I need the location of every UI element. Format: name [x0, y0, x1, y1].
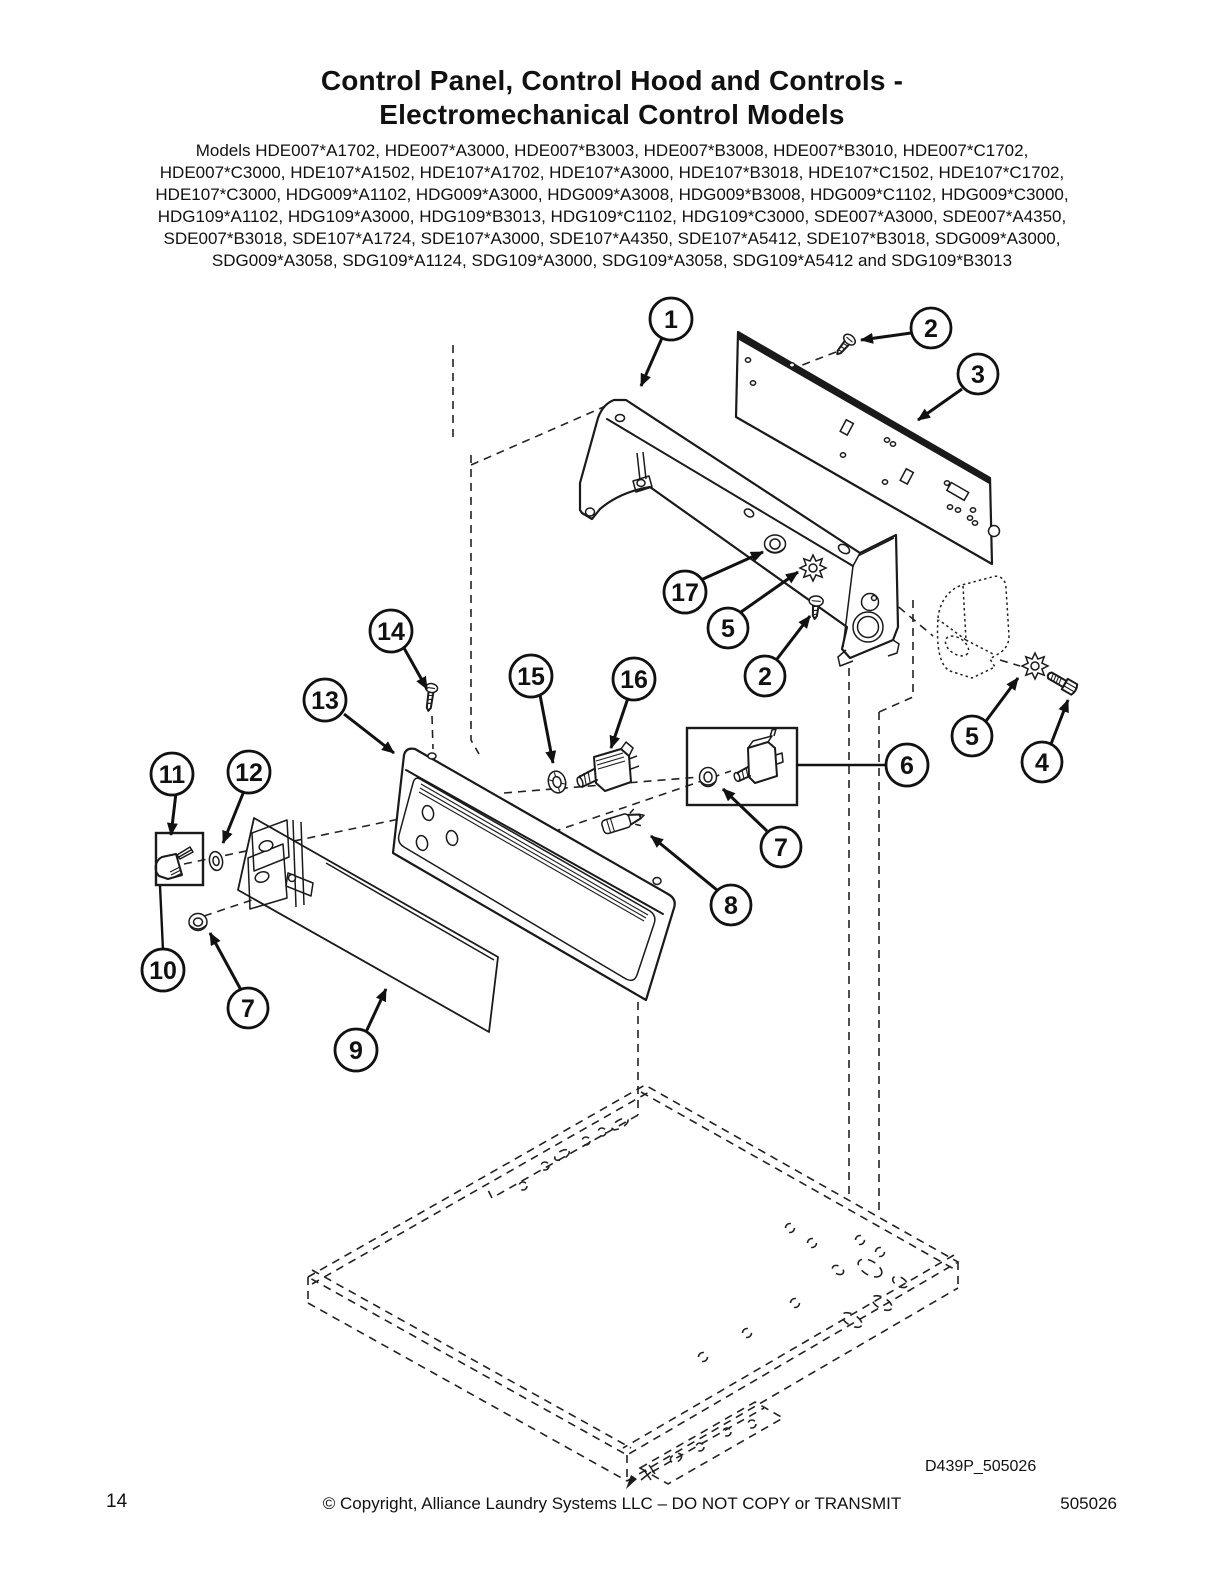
callout-14 [370, 610, 412, 652]
callout-5-right [952, 716, 992, 756]
callout-15 [510, 655, 552, 697]
svg-text:9: 9 [349, 1037, 363, 1065]
model-list-line: SDG009*A3058, SDG109*A1124, SDG109*A3000, SDG109*A3058, SDG109*A5412 and SDG109*B3013 [211, 251, 1013, 270]
inset-box-part-6 [687, 728, 797, 805]
svg-text:2: 2 [758, 663, 772, 691]
callout-5-left [708, 608, 748, 648]
svg-text:3: 3 [971, 361, 985, 389]
callout-8 [711, 885, 751, 925]
callout-10 [142, 949, 184, 991]
svg-text:10: 10 [149, 957, 177, 985]
callout-4 [1022, 742, 1062, 782]
part-lock-washer-15 [546, 769, 568, 795]
svg-text:7: 7 [241, 995, 255, 1023]
callout-17 [664, 571, 706, 613]
model-list-line: HDE107*C3000, HDG009*A1102, HDG009*A3000, HDG009*A3008, HDG009*B3008, HDG009*C1102, HDG009*C3000, [155, 185, 1069, 204]
callout-9 [335, 1029, 377, 1071]
part-screw-2-top [832, 332, 857, 358]
part-bolt-4 [1045, 669, 1078, 695]
svg-text:13: 13 [311, 687, 339, 715]
part-switch-6 [733, 729, 783, 783]
page-title-line2: Electromechanical Control Models [379, 99, 845, 130]
svg-text:16: 16 [620, 666, 648, 694]
document-number: 505026 [1060, 1494, 1117, 1513]
callout-1 [650, 298, 692, 340]
callout-16 [613, 658, 655, 700]
cabinet-top-ghost [308, 1085, 958, 1489]
callout-7-right [761, 827, 801, 867]
svg-text:17: 17 [671, 579, 699, 607]
model-list-line: Models HDE007*A1702, HDE007*A3000, HDE007*B3003, HDE007*B3008, HDE007*B3010, HDE007*C1702, [195, 141, 1029, 160]
callout-2-bottom [745, 656, 785, 696]
svg-text:1: 1 [664, 306, 678, 334]
callout-7-left [228, 988, 268, 1028]
callout-2-top [911, 308, 951, 348]
svg-text:14: 14 [377, 618, 405, 646]
part-washer-12 [208, 851, 224, 872]
part-star-washer-5-right [1022, 653, 1048, 679]
svg-text:11: 11 [158, 761, 186, 789]
svg-text:7: 7 [774, 834, 788, 862]
svg-text:5: 5 [965, 723, 979, 751]
svg-text:2: 2 [924, 315, 938, 343]
model-list-line: SDE007*B3018, SDE107*A1724, SDE107*A3000, SDE107*A4350, SDE107*A5412, SDE107*B3018, SDG009*A3000, [163, 229, 1061, 248]
copyright-notice: © Copyright, Alliance Laundry Systems LLC – DO NOT COPY or TRANSMIT [322, 1494, 902, 1513]
part-star-washer-5-left [800, 555, 826, 581]
callout-3 [958, 354, 998, 394]
callout-6 [886, 744, 928, 786]
part-nut-17 [765, 535, 786, 553]
svg-text:6: 6 [900, 752, 914, 780]
callout-12 [228, 751, 270, 793]
page-number: 14 [106, 1491, 128, 1512]
svg-text:12: 12 [235, 759, 263, 787]
model-list-line: HDG109*A1102, HDG109*A3000, HDG109*B3013, HDG109*C1102, HDG109*C3000, SDE007*A3000, SDE007*A4350, [157, 207, 1067, 226]
callout-13 [304, 679, 346, 721]
model-list-line: HDE007*C3000, HDE107*A1502, HDE107*A1702, HDE107*A3000, HDE107*B3018, HDE107*C1502, HDE107*C1702, [159, 163, 1065, 182]
page-title-line1: Control Panel, Control Hood and Controls - [320, 65, 904, 96]
callout-11 [151, 753, 193, 795]
part-nut-7-left [189, 914, 207, 931]
callout-10-leader [160, 886, 163, 950]
part-lamp-8 [600, 807, 646, 837]
part-switch-16 [576, 742, 639, 791]
svg-text:8: 8 [724, 892, 738, 920]
svg-text:4: 4 [1035, 749, 1049, 777]
timer-bracket-ghost [938, 576, 1010, 678]
svg-text:5: 5 [721, 615, 735, 643]
figure-code: D439P_505026 [925, 1458, 1037, 1475]
part-nut-7-right [700, 768, 717, 787]
svg-text:15: 15 [517, 663, 545, 691]
